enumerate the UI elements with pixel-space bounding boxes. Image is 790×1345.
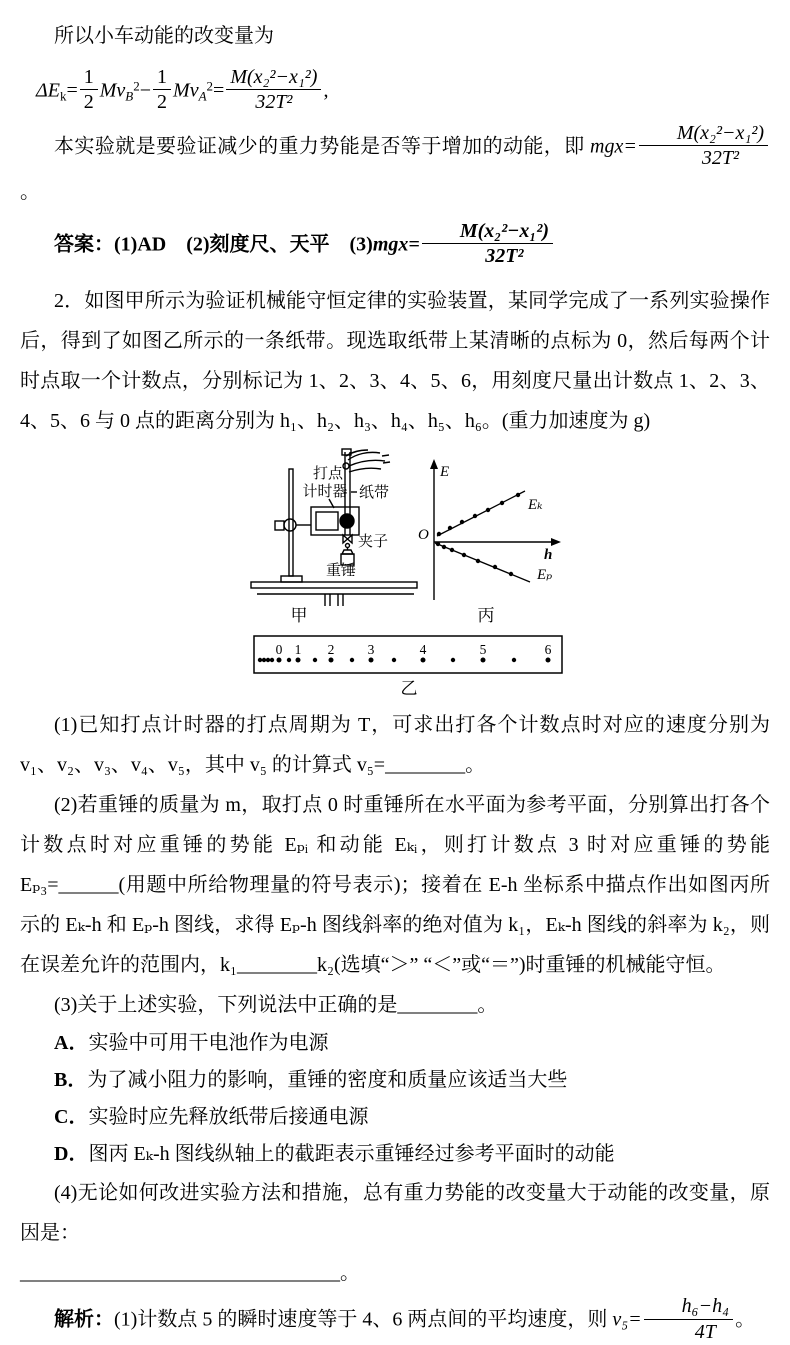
figure-apparatus-and-graph (244, 447, 574, 627)
fraction-denominator: 32T² (701, 147, 739, 170)
caption-yi: 乙 (400, 679, 418, 699)
fraction-denominator: 32T² (485, 244, 524, 267)
fraction-denominator: 32T² (255, 91, 293, 114)
intro-text: 所以小车动能的改变量为 (54, 25, 274, 47)
options-list (20, 1025, 770, 1173)
svg-text:Eₚ: Eₚ (537, 567, 553, 584)
tape-label: 纸带 (359, 485, 390, 502)
formula-delta-ek (36, 68, 770, 116)
fraction-numerator: M(x₂²−x₁²) (226, 66, 321, 90)
option-text: 实验中可用干电池作为电源 (88, 1032, 329, 1055)
svg-text:4: 4 (419, 642, 427, 658)
caption-jia: 甲 (290, 606, 308, 626)
math-sub: B (125, 88, 134, 104)
option-letter: D． (54, 1143, 89, 1166)
answer-items: (1)AD (2)刻度尺、天平 (3) (114, 233, 373, 256)
clip-label: 夹子 (358, 534, 389, 551)
figure-tape (248, 627, 574, 699)
sub-question-2: (2)若重锤的质量为 m，取打点 0 时重锤所在水平面为参考平面，分别算出打各个计数点时对应重锤的势能 Eₚᵢ 和动能 Eₖᵢ，则打计数点 3 时对应重锤的势能 Eₚ₃=______(用题中所给物理量的符号表示)；接着在 E-h 坐标系中描点作出如图丙所示的 Eₖ-h 和 Eₚ-h 图线，求得 Eₚ-h 图线斜率的绝对值为 k₁，Eₖ-h 图线的斜率为 k₂，则在误差允许的范围内，k₁________k₂(选填“＞” “＜”或“＝”)时重锤的机械能守恒。 (20, 794, 770, 977)
math-eq: = (213, 79, 225, 102)
x-axis-arrow (551, 538, 561, 546)
math-term: ΔE (36, 79, 60, 102)
fraction-denominator: 2 (83, 91, 94, 114)
option-item (54, 1099, 770, 1136)
fraction-inline (422, 220, 553, 268)
analysis-label: 解析： (54, 1308, 114, 1331)
math-term: mgx= (372, 233, 420, 256)
graph-axes (434, 466, 554, 600)
svg-text:0: 0 (275, 642, 283, 658)
origin-label: O (418, 527, 429, 544)
timer-label-line1: 打点 (312, 466, 344, 483)
tape-dots (258, 642, 552, 663)
svg-text:3: 3 (367, 642, 375, 658)
fraction-numerator: 1 (80, 66, 98, 90)
fraction-numerator: M(x₂²−x₁²) (422, 220, 553, 244)
fraction-inline (639, 122, 768, 170)
fraction-numerator: h₆−h₄ (644, 1295, 733, 1319)
option-item (54, 1025, 770, 1062)
timer-wheel (340, 514, 354, 528)
fraction-main (226, 66, 321, 114)
answer-blank-line: ________________________________。 (20, 1262, 360, 1285)
sub-question-1: (1)已知打点计时器的打点周期为 T，可求出打各个计数点时对应的速度分别为 v₁、v₂、v₃、v₄、v₅，其中 v₅ 的计算式 v₅=________。 (20, 714, 770, 777)
purpose-pre: 本实验就是要验证减少的重力势能是否等于增加的动能，即 (54, 135, 591, 158)
option-item (54, 1136, 770, 1173)
analysis-pre: (1)计数点 5 的瞬时速度等于 4、6 两点间的平均速度，则 (114, 1308, 613, 1331)
fraction-numerator: 1 (153, 66, 171, 90)
fraction-denominator: 2 (157, 91, 168, 114)
math-term: v₅= (612, 1308, 642, 1331)
fraction-half-2 (153, 66, 171, 114)
sub-question-4: (4)无论如何改进实验方法和措施，总有重力势能的改变量大于动能的改变量，原因是： (20, 1182, 770, 1245)
math-term: Mv (99, 79, 126, 102)
y-axis-label: E (440, 464, 450, 481)
sub-question-3: (3)关于上述实验，下列说法中正确的是________。 (54, 994, 498, 1017)
timer-label-line2: 计时器 (302, 484, 348, 501)
svg-text:1: 1 (294, 642, 302, 658)
option-letter: B． (54, 1069, 88, 1092)
answer-label: 答案： (54, 233, 114, 256)
math-minus: − (139, 79, 152, 102)
option-text: 实验时应先释放纸带后接通电源 (88, 1106, 369, 1129)
experiment-purpose-text (20, 121, 770, 212)
option-text: 图丙 Eₖ-h 图线纵轴上的截距表示重锤经过参考平面时的动能 (88, 1143, 615, 1166)
x-axis-label: h (544, 547, 553, 564)
answer-line (20, 219, 770, 270)
fraction-numerator: M(x₂²−x₁²) (639, 122, 768, 146)
fraction-half-1 (80, 66, 98, 114)
analysis-line (20, 1297, 770, 1345)
svg-text:2: 2 (327, 642, 335, 658)
svg-text:Eₖ: Eₖ (528, 497, 543, 514)
question-2-text: 2．如图甲所示为验证机械能守恒定律的实验装置，某同学完成了一系列实验操作后，得到了如图乙所示的一条纸带。现选取纸带上某清晰的点标为 0，然后每两个计时点取一个计数点，分别标记为 1、2、3、4、5、6，用刻度尺量出计数点 1、2、3、4、5、6 与 0 点的距离分别为 h₁、h₂、h₃、h₄、h₅、h₆。(重力加速度为 g) (20, 290, 770, 433)
svg-text:5: 5 (479, 642, 487, 658)
math-sup: 2 (206, 78, 214, 94)
option-text: 为了减小阻力的影响，重锤的密度和质量应该适当大些 (87, 1069, 568, 1092)
caption-bing: 丙 (477, 606, 495, 626)
apparatus-labels (291, 464, 390, 625)
option-letter: C． (54, 1106, 89, 1129)
math-term: Mv (173, 79, 199, 102)
y-axis-arrow (430, 459, 438, 469)
math-eq: = (66, 79, 78, 102)
option-item (54, 1062, 770, 1099)
fraction-inline (644, 1295, 733, 1343)
purpose-post: 。 (20, 180, 40, 203)
weight-label: 重锤 (325, 563, 357, 580)
svg-text:6: 6 (544, 642, 552, 658)
option-letter: A． (54, 1032, 89, 1055)
math-sub: A (198, 88, 207, 104)
math-term: mgx= (590, 135, 637, 158)
clip-drawing (343, 535, 352, 550)
math-sup: 2 (133, 78, 140, 94)
analysis-post: 。 (735, 1308, 756, 1331)
math-sub: k (59, 88, 67, 104)
math-tail: , (323, 79, 329, 102)
graph-series (435, 491, 552, 583)
fraction-denominator: 4T (694, 1320, 716, 1343)
